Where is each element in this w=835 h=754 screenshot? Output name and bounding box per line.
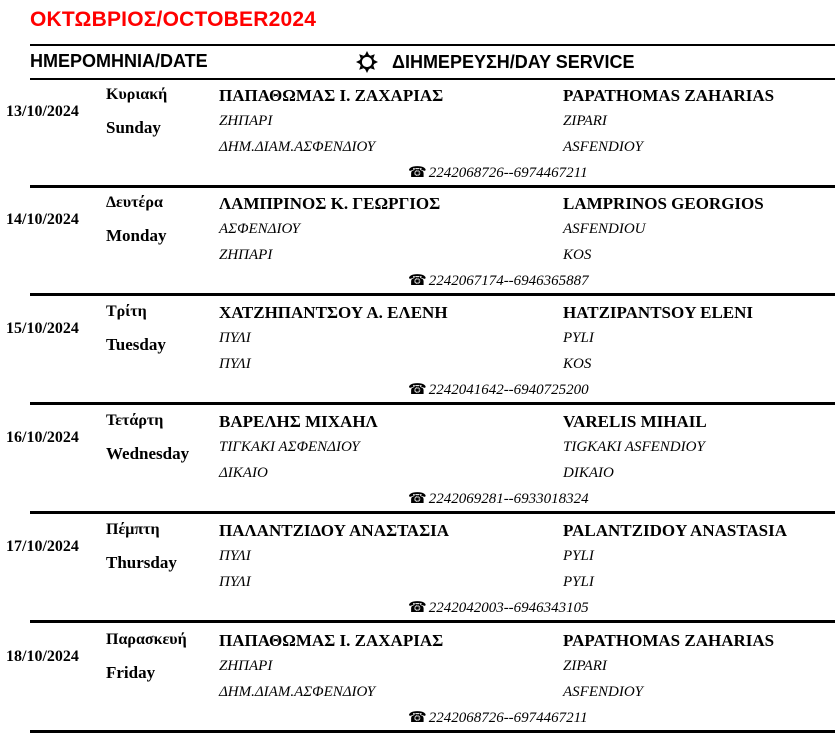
address-english-line2: ASFENDIOY — [563, 139, 643, 155]
page-title: ΟΚΤΩΒΡΙΟΣ/OCTOBER2024 — [30, 8, 317, 31]
address-english-line2: DIKAIO — [563, 465, 614, 481]
phone-numbers — [408, 380, 589, 399]
service-column-header — [356, 51, 634, 73]
address-greek-line1: ΑΣΦΕΝΔΙΟΥ — [219, 221, 301, 237]
row-divider — [30, 511, 835, 514]
phone-numbers — [408, 598, 589, 617]
address-greek-line1: ΖΗΠΑΡΙ — [219, 658, 273, 674]
duty-entry — [0, 84, 835, 192]
pharmacist-name-english: HATZIPANTSOY ELENI — [563, 303, 754, 322]
row-divider — [30, 293, 835, 296]
day-greek: Πέμπτη — [106, 521, 160, 538]
address-greek-line2: ΔΗΜ.ΔΙΑΜ.ΑΣΦΕΝΔΙΟΥ — [219, 684, 376, 700]
pharmacist-name-greek: ΠΑΠΑΘΩΜΑΣ Ι. ΖΑΧΑΡΙΑΣ — [219, 86, 444, 105]
day-greek: Παρασκευή — [106, 631, 187, 648]
pharmacist-name-greek: ΧΑΤΖΗΠΑΝΤΣΟΥ Α. ΕΛΕΝΗ — [219, 303, 448, 322]
day-english: Monday — [106, 226, 167, 245]
day-english: Thursday — [106, 553, 177, 572]
pharmacist-name-english: PAPATHOMAS ZAHARIAS — [563, 86, 775, 105]
day-english: Friday — [106, 663, 156, 682]
address-greek-line1: ΖΗΠΑΡΙ — [219, 113, 273, 129]
phone-icon: ☎ — [408, 165, 427, 181]
address-greek-line2: ΠΥΛΙ — [219, 574, 251, 590]
address-english-line1: PYLI — [563, 548, 594, 564]
phone-numbers — [408, 489, 589, 508]
duty-entry — [0, 629, 835, 737]
entry-date: 18/10/2024 — [6, 648, 79, 665]
address-greek-line1: ΠΥΛΙ — [219, 330, 251, 346]
address-english-line1: ASFENDIOU — [563, 221, 646, 237]
phone-text: 2242067174--6946365887 — [428, 273, 589, 289]
pharmacist-name-english: VARELIS MIHAIL — [563, 412, 707, 431]
address-english-line2: KOS — [563, 356, 592, 372]
row-divider — [30, 402, 835, 405]
address-greek-line2: ΠΥΛΙ — [219, 356, 251, 372]
day-greek: Τετάρτη — [106, 412, 164, 429]
row-divider — [30, 185, 835, 188]
row-divider — [30, 620, 835, 623]
address-english-line1: ZIPARI — [563, 113, 607, 129]
address-greek-line2: ΔΙΚΑΙΟ — [219, 465, 268, 481]
address-english-line2: PYLI — [563, 574, 594, 590]
address-english-line2: KOS — [563, 247, 592, 263]
pharmacist-name-greek: ΠΑΠΑΘΩΜΑΣ Ι. ΖΑΧΑΡΙΑΣ — [219, 631, 444, 650]
phone-icon: ☎ — [408, 710, 427, 726]
address-english-line1: PYLI — [563, 330, 594, 346]
day-english: Tuesday — [106, 335, 166, 354]
duty-entry — [0, 192, 835, 300]
duty-entry — [0, 519, 835, 627]
entry-date: 14/10/2024 — [6, 211, 79, 228]
day-greek: Κυριακή — [106, 86, 168, 103]
address-english-line1: TIGKAKI ASFENDIOY — [563, 439, 705, 455]
phone-icon: ☎ — [408, 600, 427, 616]
entry-date: 13/10/2024 — [6, 103, 79, 120]
table-header — [30, 44, 835, 80]
pharmacist-name-greek: ΛΑΜΠΡΙΝΟΣ Κ. ΓΕΩΡΓΙΟΣ — [219, 194, 441, 213]
entry-date: 15/10/2024 — [6, 320, 79, 337]
phone-icon: ☎ — [408, 382, 427, 398]
pharmacist-name-greek: ΒΑΡΕΛΗΣ ΜΙΧΑΗΛ — [219, 412, 378, 431]
phone-numbers — [408, 708, 588, 727]
pharmacist-name-english: PALANTZIDOY ANASTASIA — [563, 521, 788, 540]
phone-numbers — [408, 163, 588, 182]
address-english-line2: ASFENDIOY — [563, 684, 643, 700]
phone-icon: ☎ — [408, 273, 427, 289]
duty-entry — [0, 410, 835, 518]
address-greek-line1: ΠΥΛΙ — [219, 548, 251, 564]
phone-icon: ☎ — [408, 491, 427, 507]
entry-date: 16/10/2024 — [6, 429, 79, 446]
pharmacist-name-english: PAPATHOMAS ZAHARIAS — [563, 631, 775, 650]
phone-text: 2242041642--6940725200 — [428, 382, 589, 398]
address-greek-line2: ΖΗΠΑΡΙ — [219, 247, 273, 263]
day-english: Sunday — [106, 118, 161, 137]
row-divider — [30, 730, 835, 733]
day-greek: Τρίτη — [106, 303, 147, 320]
day-greek: Δευτέρα — [106, 194, 163, 211]
service-label: ΔΙΗΜΕΡΕΥΣΗ/DAY SERVICE — [392, 51, 635, 72]
address-english-line1: ZIPARI — [563, 658, 607, 674]
phone-text: 2242068726--6974467211 — [428, 165, 588, 181]
pharmacist-name-greek: ΠΑΛΑΝΤΖΙΔΟΥ ΑΝΑΣΤΑΣΙΑ — [219, 521, 450, 540]
phone-text: 2242042003--6946343105 — [428, 600, 589, 616]
date-column-header: ΗΜΕΡΟΜΗΝΙΑ/DATE — [30, 51, 208, 71]
pharmacist-name-english: LAMPRINOS GEORGIOS — [563, 194, 764, 213]
phone-numbers — [408, 271, 589, 290]
entry-date: 17/10/2024 — [6, 538, 79, 555]
address-greek-line1: ΤΙΓΚΑΚΙ ΑΣΦΕΝΔΙΟΥ — [219, 439, 360, 455]
phone-text: 2242068726--6974467211 — [428, 710, 588, 726]
duty-entry — [0, 301, 835, 409]
phone-text: 2242069281--6933018324 — [428, 491, 589, 507]
address-greek-line2: ΔΗΜ.ΔΙΑΜ.ΑΣΦΕΝΔΙΟΥ — [219, 139, 376, 155]
sun-icon — [356, 51, 378, 73]
day-english: Wednesday — [106, 444, 190, 463]
